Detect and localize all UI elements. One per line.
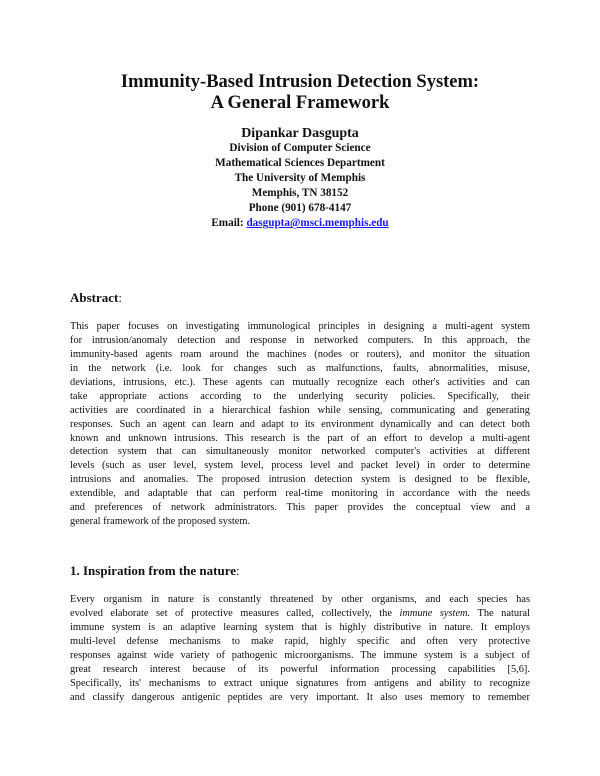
section-1-heading-text: 1. Inspiration from the nature [70, 563, 236, 578]
section-1-line: and classify dangerous antigenic peptides are very important. It also uses memory to remember [70, 691, 530, 703]
email-link[interactable]: dasgupta@msci.memphis.edu [246, 217, 389, 230]
abstract-line: deviations, intrusions, etc.). These agents can mutually recognize each other's activities and can [70, 376, 530, 388]
section-1-line: multi-level defense mechanisms to make rapid, highly specific and often very protective [70, 635, 530, 647]
section-1-body [70, 593, 530, 705]
section-1-heading-colon: : [236, 563, 240, 578]
abstract-line: extendible, and adaptable that can perform real-time monitoring in accordance with the needs [70, 488, 530, 500]
abstract-line: intrusions and anomalies. The proposed intrusion detection system is designed to be flexible, [70, 474, 530, 486]
title-line-2: A General Framework [210, 93, 390, 113]
author-name: Dipankar Dasgupta [241, 126, 359, 141]
email-line [0, 216, 600, 231]
abstract-line: for intrusion/anomaly detection and response in networked computers. In this approach, the [70, 334, 530, 346]
abstract-heading [70, 290, 122, 306]
abstract-heading-text: Abstract [70, 290, 119, 305]
abstract-heading-colon: : [118, 290, 123, 305]
section-1-line [70, 607, 530, 621]
section-1-line-text: The natural [470, 607, 530, 619]
abstract-line: general framework of the proposed system. [70, 516, 251, 528]
abstract-line: This paper focuses on investigating immunological principles in designing a multi-agent system [70, 321, 530, 332]
affiliation-line: Mathematical Sciences Department [215, 157, 385, 170]
section-1-line-text: evolved elaborate set of protective measures called, collectively, the [70, 607, 400, 619]
affiliation-line: Memphis, TN 38152 [251, 187, 349, 200]
abstract-line: activities are coordinated in a hierarchical fashion while sensing, communicating and generating [70, 404, 530, 416]
abstract-line: immunity-based agents roam around the machines (nodes or routers), and monitor the situation [70, 348, 530, 360]
section-1-line: Every organism in nature is constantly threatened by other organisms, and each species has [70, 594, 530, 605]
section-1-heading [70, 563, 240, 579]
immune-system-term: immune system. [399, 607, 471, 619]
abstract-body [70, 320, 530, 529]
abstract-line: and preferences of network administrators. This paper provides the conceptual view and a [70, 502, 530, 514]
section-1-line: great research interest because of its powerful information processing capabilities [5,6]. [70, 663, 530, 675]
abstract-line: detection system that can simultaneously monitor networked computer's activities at different [70, 446, 530, 458]
affiliation-line: The University of Memphis [234, 172, 366, 185]
affiliation-line: Division of Computer Science [229, 142, 371, 154]
section-1-line: Specifically, its' mechanisms to extract unique signatures from antigens and ability to recognize [70, 677, 530, 689]
title-line-1: Immunity-Based Intrusion Detection System: [120, 72, 480, 92]
section-1-line: responses against wide variety of pathogenic microorganisms. The immune system is a subject of [70, 649, 530, 661]
abstract-line: responses. Such an agent can learn and adapt to its environment dynamically and can detect both [70, 418, 530, 430]
abstract-line: known and unknown intrusions. This research is the part of an effort to develop a multi-agent [70, 432, 530, 444]
paper-title [0, 72, 600, 114]
abstract-line: levels (such as user level, system level, process level and packet level) in order to determine [70, 460, 530, 472]
author-affiliation [0, 141, 600, 232]
section-1-line: immune system is an adaptive learning system that is highly distributive in nature. It employs [70, 621, 530, 633]
affiliation-line: Phone (901) 678-4147 [248, 202, 352, 215]
email-label: Email: [211, 217, 244, 230]
abstract-line: take appropriate actions according to the underlying security policies. Specifically, their [70, 390, 530, 402]
abstract-line: in the network (i.e. look for changes such as malfunctions, faults, abnormalities, misuse, [70, 362, 530, 374]
